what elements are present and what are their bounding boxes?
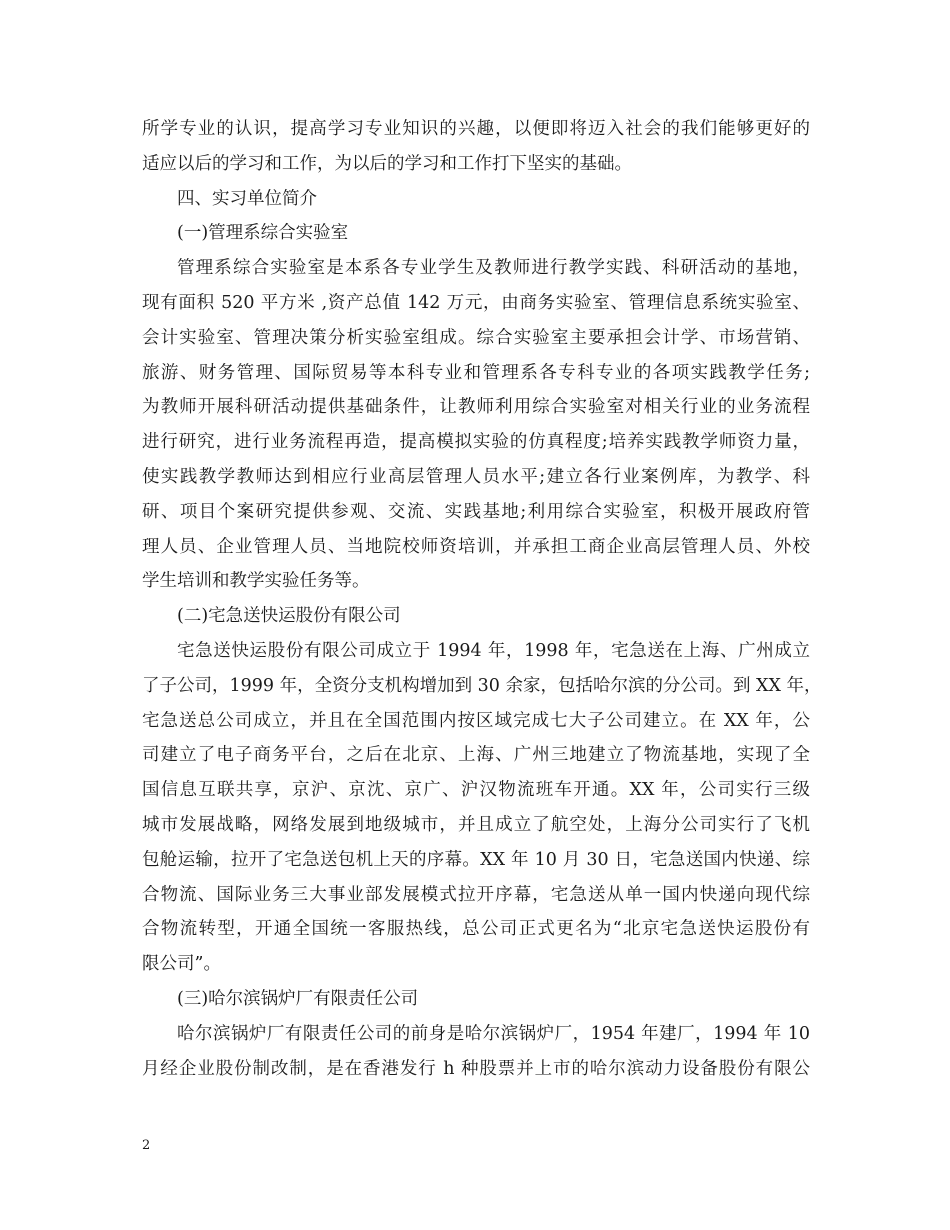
text-line: 了子公司，1999 年，全资分支机构增加到 30 余家，包括哈尔滨的分公司。到 XX 年， xyxy=(142,675,822,696)
subsection-heading: (三)哈尔滨锅炉厂有限责任公司 xyxy=(177,988,419,1009)
text-line: 宅急送快运股份有限公司成立于 1994 年，1998 年，宅急送在上海、广州成立 xyxy=(177,640,810,661)
text-line: 月经企业股份制改制，是在香港发行 h 种股票并上市的哈尔滨动力设备股份有限公 xyxy=(142,1058,810,1079)
text-line: 研、项目个案研究提供参观、交流、实践基地;利用综合实验室，积极开展政府管 xyxy=(142,501,810,522)
text-line: 哈尔滨锅炉厂有限责任公司的前身是哈尔滨锅炉厂，1954 年建厂，1994 年 10 xyxy=(177,1023,810,1044)
text-line: 限公司”。 xyxy=(142,954,221,975)
text-line: 管理系综合实验室是本系各专业学生及教师进行教学实践、科研活动的基地， xyxy=(177,258,810,279)
text-line: 合物流、国际业务三大事业部发展模式拉开序幕，宅急送从单一国内快递向现代综 xyxy=(142,884,810,905)
text-line: 合物流转型，开通全国统一客服热线，总公司正式更名为“北京宅急送快运股份有 xyxy=(142,919,810,940)
text-line: 理人员、企业管理人员、当地院校师资培训，并承担工商企业高层管理人员、外校 xyxy=(142,536,810,557)
section-heading: 四、实习单位简介 xyxy=(177,188,317,209)
text-line: 适应以后的学习和工作，为以后的学习和工作打下坚实的基础。 xyxy=(142,153,632,174)
text-line: 旅游、财务管理、国际贸易等本科专业和管理系各专科专业的各项实践教学任务; xyxy=(142,362,810,383)
body-text xyxy=(142,112,822,1086)
page-number: 2 xyxy=(142,1138,151,1153)
text-line: 使实践教学教师达到相应行业高层管理人员水平;建立各行业案例库，为教学、科 xyxy=(142,466,810,487)
text-line: 国信息互联共享，京沪、京沈、京广、沪汉物流班车开通。XX 年，公司实行三级 xyxy=(142,780,810,801)
text-line: 所学专业的认识，提高学习专业知识的兴趣，以便即将迈入社会的我们能够更好的 xyxy=(142,119,810,139)
subsection-heading: (一)管理系综合实验室 xyxy=(177,223,349,244)
text-line: 会计实验室、管理决策分析实验室组成。综合实验室主要承担会计学、市场营销、 xyxy=(142,327,810,348)
text-line: 为教师开展科研活动提供基础条件，让教师利用综合实验室对相关行业的业务流程 xyxy=(142,397,810,418)
text-line: 包舱运输，拉开了宅急送包机上天的序幕。XX 年 10 月 30 日，宅急送国内快递、综 xyxy=(142,849,810,870)
text-line: 城市发展战略，网络发展到地级城市，并且成立了航空处，上海分公司实行了飞机 xyxy=(142,814,810,835)
subsection-heading: (二)宅急送快运股份有限公司 xyxy=(177,606,401,627)
text-line: 进行研究，进行业务流程再造，提高模拟实验的仿真程度;培养实践教学师资力量， xyxy=(142,432,810,453)
text-line: 现有面积 520 平方米 ,资产总值 142 万元，由商务实验室、管理信息系统实验室、 xyxy=(142,292,810,313)
text-line: 宅急送总公司成立，并且在全国范围内按区域完成七大子公司建立。在 XX 年，公 xyxy=(142,710,810,731)
text-line: 学生培训和教学实验任务等。 xyxy=(142,571,370,592)
text-line: 司建立了电子商务平台，之后在北京、上海、广州三地建立了物流基地，实现了全 xyxy=(142,745,810,766)
